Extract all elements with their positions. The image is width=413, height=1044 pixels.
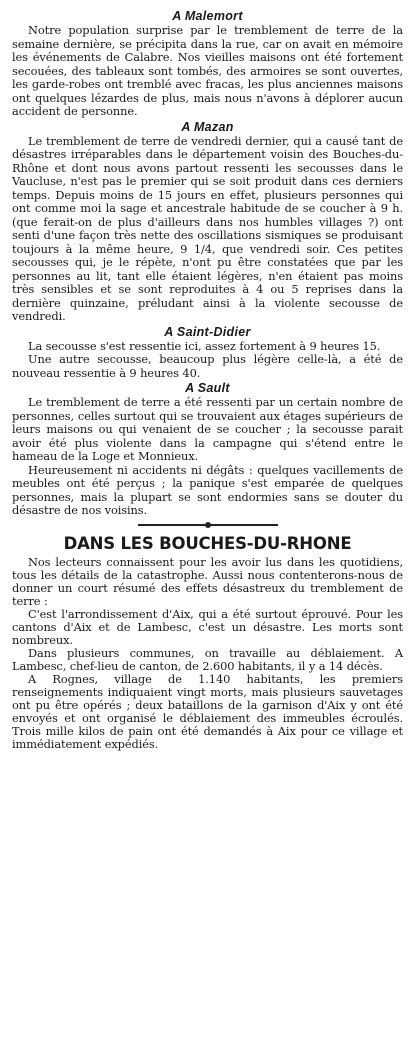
section-saint-didier	[12, 324, 403, 381]
section-divider	[138, 522, 278, 528]
section-sault	[12, 380, 403, 518]
paragraph: Heureusement ni accidents ni dégâts : quelques vacillements de meubles ont été perçus ; la panique s'est emparée de quelques personnes, mais la plupart se sont endormies sans se douter du désastre de nos voisins.	[12, 462, 403, 517]
paragraph: Nos lecteurs connaissent pour les avoir lus dans les quotidiens, tous les détails de la catastrophe. Aussi nous contenterons-nous de donner un court résumé des effets désastreux du tremblement de terre :	[12, 554, 403, 608]
paragraph: Le tremblement de terre de vendredi dernier, qui a causé tant de désastres irréparables dans le département voisin des Bouches-du-Rhône et dont nous avons partout ressenti les secousses dans le Vaucluse, n'est pas le premier qui se soit produit dans ces derniers temps. Depuis moins de 15 jours en effet, plusieurs personnes qui ont comme moi la sage et ancestrale habitude de se coucher à 9 h. (que ferait-on de plus d'ailleurs dans nos humbles villages ?) ont senti d'une façon très nette des oscillations sismiques se produisant toujours à la même heure, 9 1/4, que vendredi soir. Ces petites secousses qui, je le répète, n'ont pu être constatées que par les personnes au lit, tant elle étaient légères, n'en étaient pas moins très sensibles et se sont reproduites à 4 ou 5 reprises dans la dernière quinzaine, préludant ainsi à la violente secousse de vendredi.	[12, 133, 403, 323]
paragraph: Dans plusieurs communes, on travaille au déblaiement. A Lambesc, chef-lieu de canton, de 2.600 habitants, il y a 14 décès.	[12, 645, 403, 673]
divider-ornament	[205, 522, 211, 528]
paragraph: C'est l'arrondissement d'Aix, qui a été surtout éprouvé. Pour les cantons d'Aix et de Lambesc, c'est un désastre. Les morts sont nombreux.	[12, 606, 403, 647]
section-heading: A Saint-Didier	[164, 324, 251, 339]
paragraph: Une autre secousse, beaucoup plus légère celle-là, a été de nouveau ressentie à 9 heures 40.	[12, 352, 403, 380]
section-heading: A Mazan	[181, 119, 234, 134]
section-malemort	[12, 8, 403, 119]
paragraph: Le tremblement de terre a été ressenti par un certain nombre de personnes, celles surtout qui se trouvaient aux étages supérieurs de leurs maisons ou qui venaient de se coucher ; la secousse parait avoir été plus violente dans la campagne qui s'étend entre le hameau de la Loge et Monnieux.	[12, 395, 403, 463]
article-bouches-du-rhone	[12, 534, 403, 751]
paragraph: Notre population surprise par le tremblement de terre de la semaine dernière, se précipita dans la rue, car on avait en mémoire les événements de Calabre. Nos vieilles maisons ont été fortement secouées, des tableaux sont tombés, des armoires se sont ouvertes, les garde-robes ont tremblé avec fracas, les plus anciennes maisons ont quelques lézardes de plus, mais nous n'avons à déplorer aucun accident de personne.	[12, 23, 403, 118]
paragraph: La secousse s'est ressentie ici, assez fortement à 9 heures 15.	[28, 338, 381, 353]
section-mazan	[12, 119, 403, 324]
section-heading: A Malemort	[172, 9, 243, 23]
section-heading: A Sault	[185, 381, 230, 395]
article-title: DANS LES BOUCHES-DU-RHONE	[63, 533, 352, 553]
paragraph: A Rognes, village de 1.140 habitants, les premiers renseignements indiquaient vingt morts, mais plusieurs sauvetages ont pu être opérés ; deux bataillons de la garnison d'Aix y ont été envoyés et ont organisé le déblaiement des immeubles écroulés. Trois mille kilos de pain ont été demandés à Aix pour ce village et immédiatement expédiés.	[12, 671, 403, 751]
